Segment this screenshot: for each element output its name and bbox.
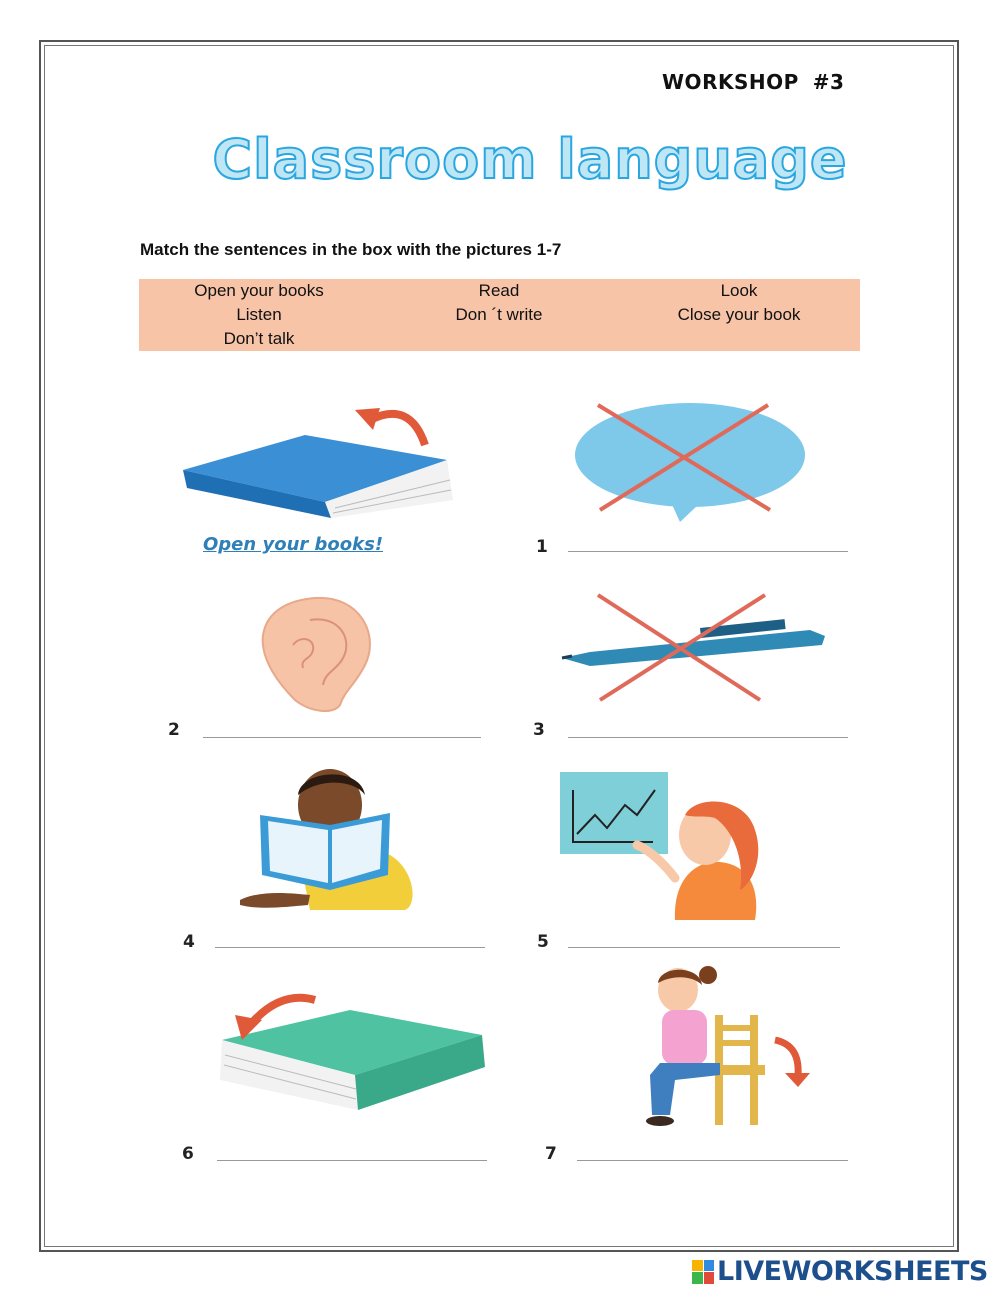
ear-picture: [245, 590, 385, 715]
boy-reading-picture: [240, 765, 420, 915]
open-book-picture: [175, 400, 465, 525]
speech-bubble-crossed-picture: [570, 400, 810, 525]
example-answer: Open your books!: [203, 534, 384, 555]
workshop-number: #3: [812, 70, 845, 94]
word-box-item: Don’t talk: [223, 329, 295, 348]
answer-line-5[interactable]: [568, 947, 840, 948]
word-box-item: Look: [720, 281, 758, 300]
answer-line-6[interactable]: [217, 1160, 487, 1161]
item-number: 3: [533, 720, 545, 740]
liveworksheets-icon: [692, 1260, 714, 1284]
brand-logo: [692, 1256, 988, 1287]
brand-name: LIVEWORKSHEETS: [717, 1256, 988, 1287]
workshop-label: WORKSHOP: [662, 70, 799, 94]
word-box-item: Don ´t write: [455, 305, 543, 324]
answer-line-1[interactable]: [568, 551, 848, 552]
word-box: [139, 279, 860, 351]
item-number: 6: [182, 1144, 194, 1164]
page-title: Classroom language: [212, 128, 848, 191]
word-box-item: Open your books: [194, 281, 324, 300]
pen-crossed-picture: [560, 590, 830, 705]
answer-line-3[interactable]: [568, 737, 848, 738]
word-box-item: Close your book: [677, 305, 801, 324]
workshop-heading: [662, 70, 844, 94]
girl-pointing-chart-picture: [555, 770, 775, 920]
answer-line-2[interactable]: [203, 737, 481, 738]
item-number: 7: [545, 1144, 557, 1164]
girl-sitting-picture: [630, 965, 820, 1135]
instruction-text: Match the sentences in the box with the pictures 1-7: [140, 240, 562, 259]
closing-book-picture: [210, 985, 490, 1115]
word-box-item: Read: [478, 281, 520, 300]
item-number: 2: [168, 720, 180, 740]
word-box-item: Listen: [236, 305, 282, 324]
answer-line-7[interactable]: [577, 1160, 848, 1161]
item-number: 1: [536, 537, 548, 557]
item-number: 4: [183, 932, 195, 952]
item-number: 5: [537, 932, 549, 952]
answer-line-4[interactable]: [215, 947, 485, 948]
